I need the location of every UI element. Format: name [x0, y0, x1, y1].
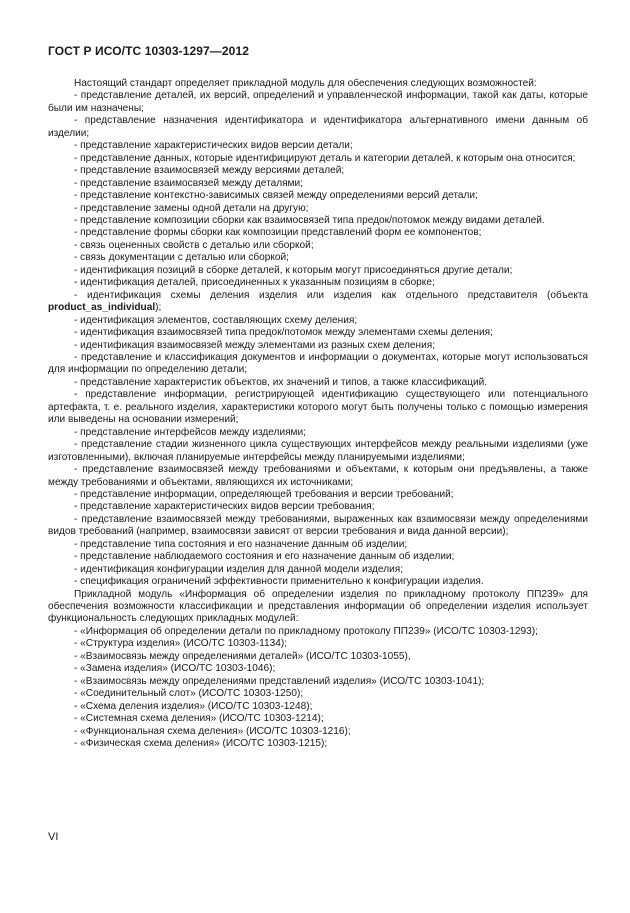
list-item: - идентификация позиций в сборке деталей, к которым могут присоединяться другие детали;	[74, 264, 513, 276]
list-item: - представление контекстно-зависимых связей между определениями версий детали;	[74, 190, 478, 202]
module-item: - «Замена изделия» (ИСО/ТС 10303-1046);	[74, 663, 276, 675]
list-item: - идентификация деталей, присоединенных к указанным позициям в сборке;	[74, 277, 435, 289]
list-item: - представление типа состояния и его назначение данным об изделии;	[74, 538, 408, 550]
module-item: - «Взаимосвязь между определениями представлений изделия» (ИСО/ТС 10303-1041);	[74, 675, 485, 687]
list-item: - идентификация взаимосвязей между элементами из разных схем деления;	[74, 339, 436, 351]
module-item: - «Структура изделия» (ИСО/ТС 10303-1134);	[74, 638, 287, 650]
list-item: - представление информации, регистрирующей идентификацию существующего или потенциального артефакта, т. е. реального изделия, характеристики которого могут быть получены только с помощью измерения или выведены на основании измерений;	[48, 389, 588, 426]
list-item: - представление характеристических видов версии требования;	[74, 501, 375, 513]
document-body	[48, 78, 588, 750]
list-item: - представление взаимосвязей между требованиями, выраженных как взаимосвязи между определениями видов требований (например, взаимосвязи зависят от версии требования и вида данной версии);	[48, 513, 588, 538]
document-header: ГОСТ Р ИСО/ТС 10303-1297—2012	[48, 44, 249, 58]
list-item: - представление характеристик объектов, их значений и типов, а также классификаций.	[74, 376, 488, 388]
list-item: - идентификация элементов, составляющих схему деления;	[74, 314, 358, 326]
module-item: - «Соединительный слот» (ИСО/ТС 10303-1250);	[74, 688, 304, 700]
list-item: - представление замены одной детали на другую;	[74, 202, 309, 214]
list-item: - представление взаимосвязей между деталями;	[74, 177, 303, 189]
list-item: - представление и классификация документов и информации о документах, которые могут использоваться для информации по определению детали;	[48, 351, 588, 376]
list-item: - представление взаимосвязей между версиями деталей;	[74, 165, 345, 177]
list-item: - представление наблюдаемого состояния и его назначение данным об изделии;	[74, 551, 455, 563]
module-item: - «Взаимосвязь между определениями деталей» (ИСО/ТС 10303-1055),	[74, 650, 411, 662]
list-item: - идентификация взаимосвязей типа предок/потомок между элементами схемы деления;	[74, 327, 493, 339]
module-item: - «Системная схема деления» (ИСО/ТС 10303-1214);	[74, 713, 324, 725]
list-item: - спецификация ограничений эффективности применительно к конфигурации изделия.	[74, 576, 484, 588]
list-item: - представление композиции сборки как взаимосвязей типа предок/потомок между видами деталей.	[74, 214, 545, 226]
list-item: - связь документации с деталью или сборкой;	[74, 252, 289, 264]
list-item: - представление интерфейсов между изделиями;	[74, 426, 306, 438]
list-item: - представление взаимосвязей между требованиями и объектами, к которым они предъявлены, а также между требованиями и объектами, являющихся их источниками;	[48, 464, 588, 488]
list-item: - представление информации, определяющей требования и версии требований;	[74, 488, 454, 500]
list-item-text: );	[155, 302, 162, 314]
page-number: VI	[48, 831, 59, 843]
list-item: - представление назначения идентификатора и идентификатора альтернативного имени данным об изделии;	[48, 115, 588, 139]
module-item: - «Функциональная схема деления» (ИСО/ТС 10303-1216);	[74, 725, 351, 737]
list-item: - представление стадии жизненного цикла существующих интерфейсов между реальными изделиями (уже изготовленными), включая планируемые интерфейсы между планируемыми изделиями;	[48, 439, 588, 463]
list-item: - идентификация конфигурации изделия для данной модели изделия;	[74, 563, 404, 575]
list-item-text: - идентификация схемы деления изделия или изделия как отдельного представителя (объекта	[74, 289, 588, 301]
entity-name: product_as_individual	[48, 302, 156, 314]
module-item: - «Информация об определении детали по прикладному протоколу ПП239» (ИСО/ТС 10303-1293);	[74, 625, 538, 637]
list-item-product-as-individual	[48, 290, 588, 315]
module-item: - «Физическая схема деления» (ИСО/ТС 10303-1215);	[74, 738, 328, 750]
list-item: - связь оцененных свойств с деталью или сборкой;	[74, 239, 314, 251]
list-item: - представление формы сборки как композиции представлений форм ее компонентов;	[74, 227, 482, 239]
list-item: - представление характеристических видов версии детали;	[74, 140, 353, 152]
list-item: - представление данных, которые идентифицируют деталь и категории деталей, к которым она относится;	[74, 152, 576, 164]
module-paragraph: Прикладной модуль «Информация об определении изделия по прикладному протоколу ПП239» для обеспечения возможности классификации и представления информации об определении изделия использует функциональность следующих прикладных модулей:	[48, 588, 588, 625]
module-item: - «Схема деления изделия» (ИСО/ТС 10303-1248);	[74, 700, 313, 712]
intro-paragraph: Настоящий стандарт определяет прикладной модуль для обеспечения следующих возможностей:	[74, 78, 537, 89]
list-item: - представление деталей, их версий, определений и управленческой информации, такой как даты, которые были им назначены;	[48, 90, 588, 114]
